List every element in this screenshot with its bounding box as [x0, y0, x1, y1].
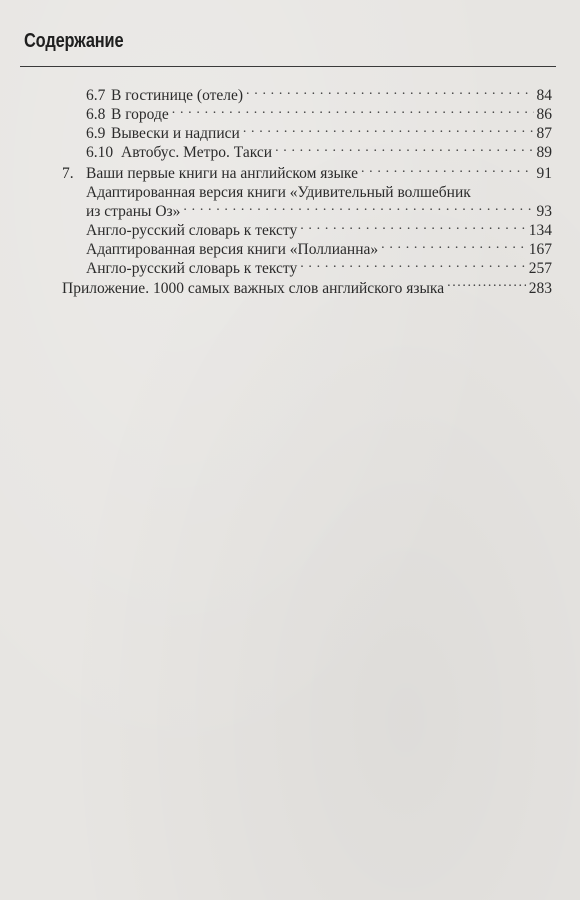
dot-leader: [300, 221, 526, 235]
toc-entry[interactable]: [62, 164, 552, 184]
header-divider: [20, 66, 556, 67]
toc-entry-page: 87: [536, 125, 552, 142]
dot-leader: [447, 279, 526, 293]
toc-entry[interactable]: [86, 86, 552, 106]
dot-leader: [183, 202, 533, 216]
dot-leader: [381, 240, 526, 254]
toc-entry-page: 86: [536, 106, 552, 123]
toc-entry-title: Адаптированная версия книги «Поллианна»: [86, 241, 379, 258]
dot-leader: [361, 164, 534, 178]
toc-entry[interactable]: [62, 279, 552, 299]
toc-entry-title: Англо-русский словарь к тексту: [86, 260, 298, 277]
toc-entry-page: 84: [536, 87, 552, 104]
page-header-title: Содержание: [24, 30, 124, 52]
toc-entry[interactable]: [86, 105, 552, 125]
dot-leader: [275, 143, 533, 157]
toc-entry-number: 6.10: [86, 144, 114, 161]
toc-entry-title: Ваши первые книги на английском языке: [86, 165, 358, 182]
toc-entry[interactable]: [86, 221, 552, 241]
toc-entry-title: Приложение. 1000 самых важных слов английского языка: [62, 280, 445, 297]
toc-entry-page: 93: [536, 203, 552, 220]
toc-entry[interactable]: [86, 259, 552, 279]
toc-entry[interactable]: [86, 124, 552, 144]
toc-entry-number: 6.9: [86, 125, 106, 142]
toc-entry-title-continued: из страны Оз»: [86, 203, 181, 220]
dot-leader: [300, 259, 526, 273]
toc-entry-title: В городе: [111, 106, 169, 123]
toc-entry-page: 283: [528, 280, 552, 297]
toc-entry-title: Англо-русский словарь к тексту: [86, 222, 298, 239]
toc-entry-number: 7.: [62, 165, 74, 182]
dot-leader: [246, 86, 533, 100]
toc-entry-page: 91: [536, 165, 552, 182]
toc-entry-title: Адаптированная версия книги «Удивительный волшебник: [86, 184, 471, 201]
toc-entry-page: 257: [528, 260, 552, 277]
dot-leader: [172, 105, 534, 119]
toc-entry-number: 6.8: [86, 106, 106, 123]
toc-entry[interactable]: [86, 202, 552, 222]
dot-leader: [243, 124, 534, 138]
toc-entry-number: 6.7: [86, 87, 106, 104]
toc-entry-title: Вывески и надписи: [111, 125, 240, 142]
toc-entry-first-line[interactable]: [86, 183, 552, 203]
toc-entry[interactable]: [86, 240, 552, 260]
toc-entry-title: В гостинице (отеле): [111, 87, 244, 104]
toc-entry-page: 134: [528, 222, 552, 239]
toc-entry-title: Автобус. Метро. Такси: [121, 144, 273, 161]
toc-entry-page: 167: [528, 241, 552, 258]
toc-entry[interactable]: [86, 143, 552, 163]
toc-entry-page: 89: [536, 144, 552, 161]
